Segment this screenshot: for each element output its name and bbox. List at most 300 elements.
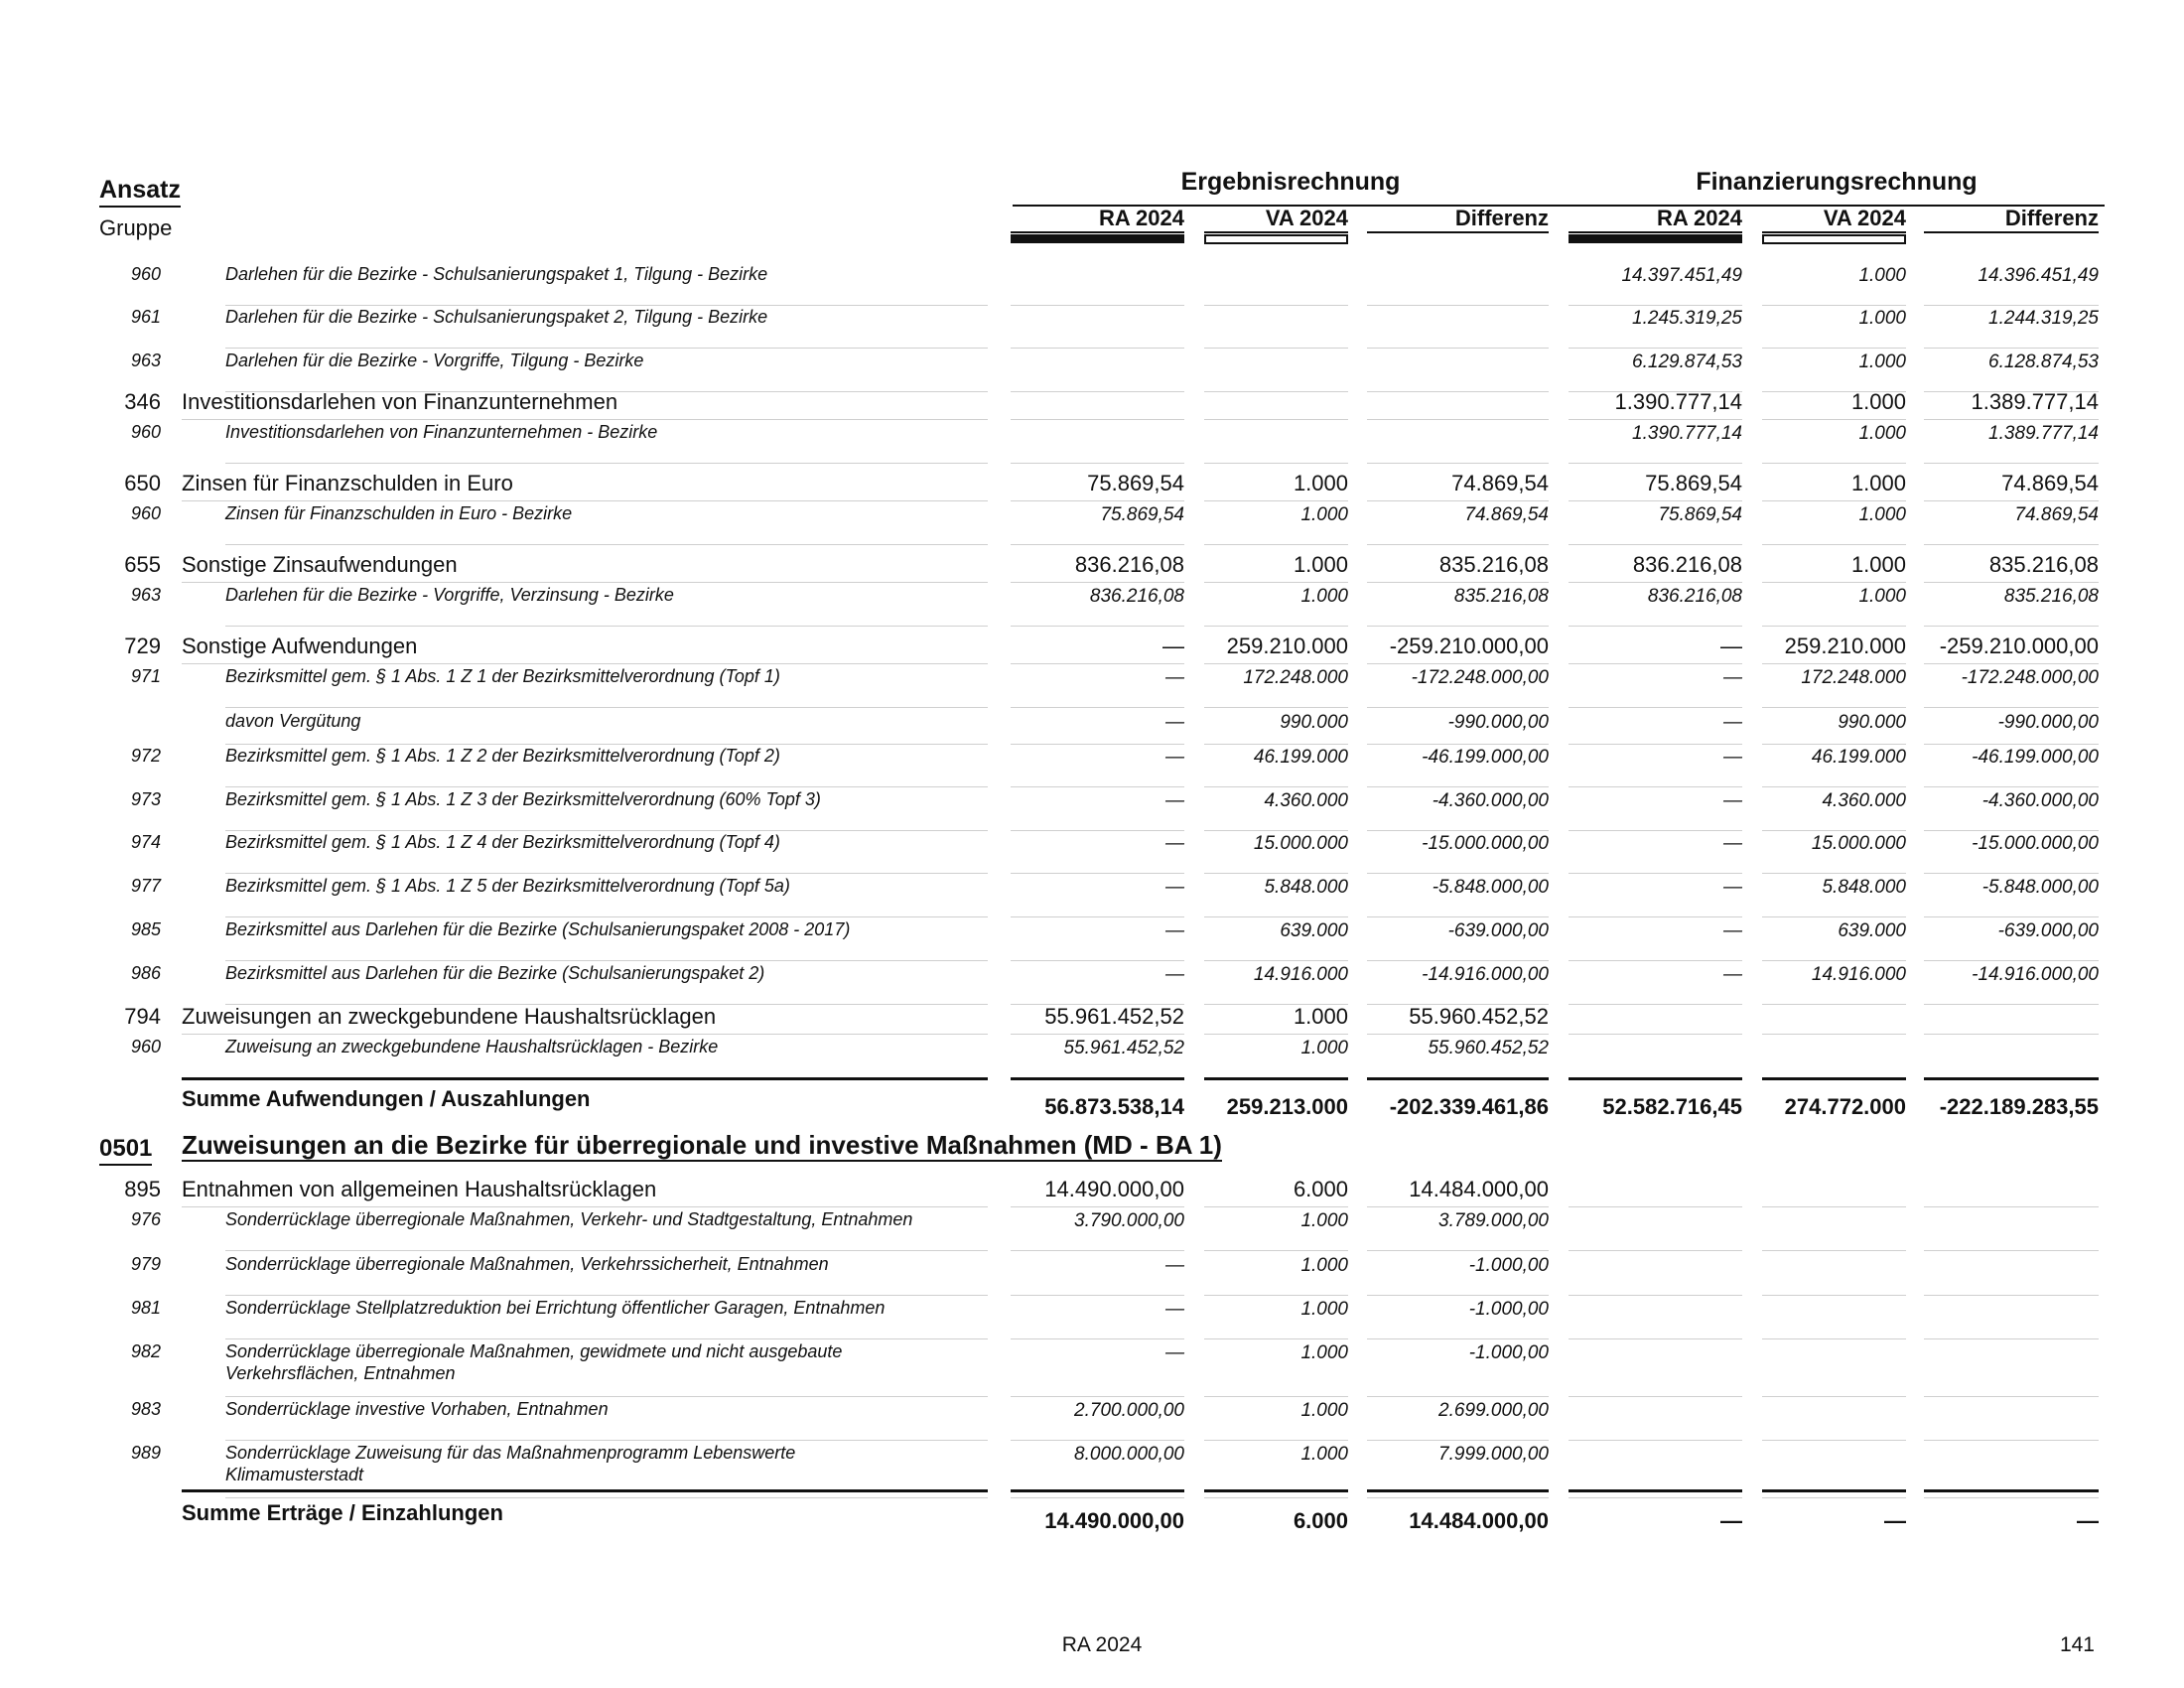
row-rule — [1367, 544, 1549, 545]
row-rule — [1762, 500, 1906, 501]
row-rule — [1367, 1206, 1549, 1207]
cell-value: -990.000,00 — [1997, 712, 2099, 733]
row-rule — [1367, 873, 1549, 874]
group-code: 729 — [124, 633, 161, 658]
cell-value: -172.248.000,00 — [1961, 667, 2099, 688]
cell-value: 836.216,08 — [1089, 586, 1184, 607]
cell-value: 14.490.000,00 — [1044, 1508, 1184, 1533]
row-rule — [1011, 1250, 1184, 1251]
row-rule — [1762, 786, 1906, 787]
row-rule — [225, 1497, 988, 1498]
group-code: 346 — [124, 389, 161, 414]
row-rule — [1011, 1497, 1184, 1498]
row-rule — [1011, 1338, 1184, 1339]
row-rule — [1204, 391, 1348, 392]
row-rule — [1204, 873, 1348, 874]
cell-value: — — [1165, 833, 1184, 854]
row-rule — [1924, 960, 2099, 961]
row-rule — [1762, 960, 1906, 961]
row-rule — [1204, 786, 1348, 787]
row-label: Darlehen für die Bezirke - Schulsanierungspaket 2, Tilgung - Bezirke — [225, 307, 768, 327]
ansatz-header: Ansatz — [99, 175, 181, 208]
row-rule — [1367, 348, 1549, 349]
cell-value: 74.869,54 — [1451, 471, 1549, 495]
cell-value: — — [1723, 667, 1742, 688]
cell-value: -5.848.000,00 — [1432, 877, 1549, 898]
row-rule — [1569, 544, 1742, 545]
cell-value: 835.216,08 — [2003, 586, 2099, 607]
row-rule — [1924, 463, 2099, 464]
cell-value: 14.484.000,00 — [1409, 1177, 1549, 1201]
cell-value: -46.199.000,00 — [1972, 747, 2099, 768]
row-rule — [1367, 1250, 1549, 1251]
group-code: 974 — [130, 832, 161, 852]
row-rule — [1011, 305, 1184, 306]
sum-rule — [1204, 1077, 1348, 1080]
row-rule — [1569, 663, 1742, 664]
row-rule — [225, 1338, 988, 1339]
row-rule — [225, 463, 988, 464]
row-rule — [1762, 1034, 1906, 1035]
cell-value: 6.000 — [1293, 1177, 1348, 1201]
row-rule — [1204, 1206, 1348, 1207]
row-rule — [1569, 1338, 1742, 1339]
gruppe-header: Gruppe — [99, 215, 173, 240]
cell-value: — — [1723, 790, 1742, 811]
cell-value: -172.248.000,00 — [1411, 667, 1549, 688]
cell-value: -990.000,00 — [1447, 712, 1549, 733]
cell-value: 1.000 — [1300, 1255, 1348, 1276]
row-rule — [225, 544, 988, 545]
row-rule — [1569, 1206, 1742, 1207]
row-rule — [1569, 916, 1742, 917]
cell-value: 75.869,54 — [1658, 504, 1742, 525]
cell-value: 1.000 — [1300, 1038, 1348, 1058]
row-label: Bezirksmittel gem. § 1 Abs. 1 Z 5 der Bezirksmittelverordnung (Topf 5a) — [225, 876, 790, 896]
cell-value: — — [2077, 1508, 2099, 1533]
cell-value: -14.916.000,00 — [1972, 964, 2099, 985]
cell-value: 1.000 — [1858, 308, 1906, 329]
cell-value: 14.490.000,00 — [1044, 1177, 1184, 1201]
column-marker-bar — [1762, 234, 1906, 244]
sum-rule — [182, 1489, 988, 1492]
sum-rule — [1011, 1077, 1184, 1080]
row-rule — [1569, 419, 1742, 420]
cell-value: 1.000 — [1858, 265, 1906, 286]
row-rule — [1367, 1396, 1549, 1397]
row-label: Sonstige Aufwendungen — [182, 633, 418, 658]
group-code: 989 — [130, 1443, 161, 1463]
group-code: 960 — [130, 1037, 161, 1056]
row-rule — [1924, 1497, 2099, 1498]
cell-value: 75.869,54 — [1087, 471, 1184, 495]
row-rule — [1569, 1440, 1742, 1441]
row-rule — [225, 786, 988, 787]
row-rule — [1762, 626, 1906, 627]
row-rule — [182, 500, 988, 501]
column-header-6: Differenz — [1924, 206, 2099, 233]
sum-label: Summe Erträge / Einzahlungen — [182, 1500, 503, 1525]
row-rule — [1762, 348, 1906, 349]
row-rule — [1204, 626, 1348, 627]
row-rule — [1367, 626, 1549, 627]
cell-value: — — [1165, 747, 1184, 768]
row-rule — [1011, 419, 1184, 420]
cell-value: 14.484.000,00 — [1409, 1508, 1549, 1533]
cell-value: 990.000 — [1280, 712, 1348, 733]
cell-value: 1.000 — [1293, 471, 1348, 495]
sum-rule — [1011, 1489, 1184, 1492]
group-code: 655 — [124, 552, 161, 577]
cell-value: 55.960.452,52 — [1428, 1038, 1549, 1058]
sum-rule — [1367, 1489, 1549, 1492]
row-label: Zinsen für Finanzschulden in Euro - Bezirke — [225, 503, 573, 523]
row-rule — [1569, 1034, 1742, 1035]
row-label: Darlehen für die Bezirke - Schulsanierungspaket 1, Tilgung - Bezirke — [225, 264, 768, 284]
row-rule — [225, 348, 988, 349]
row-rule — [1011, 626, 1184, 627]
cell-value: — — [1723, 964, 1742, 985]
row-label: Bezirksmittel gem. § 1 Abs. 1 Z 3 der Bezirksmittelverordnung (60% Topf 3) — [225, 789, 821, 809]
row-rule — [1204, 1295, 1348, 1296]
cell-value: -15.000.000,00 — [1422, 833, 1549, 854]
row-rule — [1204, 663, 1348, 664]
row-rule — [1924, 1250, 2099, 1251]
cell-value: 1.000 — [1293, 1004, 1348, 1029]
cell-value: 1.000 — [1858, 504, 1906, 525]
group-code: 973 — [130, 789, 161, 809]
row-label: Bezirksmittel gem. § 1 Abs. 1 Z 1 der Bezirksmittelverordnung (Topf 1) — [225, 666, 780, 686]
cell-value: -4.360.000,00 — [1432, 790, 1549, 811]
row-rule — [1569, 1295, 1742, 1296]
row-rule — [1924, 1034, 2099, 1035]
row-rule — [1011, 707, 1184, 708]
row-rule — [1924, 873, 2099, 874]
row-rule — [1762, 1295, 1906, 1296]
row-rule — [1011, 500, 1184, 501]
cell-value: — — [1723, 833, 1742, 854]
cell-value: — — [1723, 712, 1742, 733]
cell-value: 836.216,08 — [1632, 552, 1742, 577]
row-rule — [1924, 916, 2099, 917]
cell-value: 4.360.000 — [1264, 790, 1348, 811]
cell-value: 1.390.777,14 — [1632, 423, 1742, 444]
cell-value: — — [1720, 633, 1742, 658]
cell-value: — — [1165, 964, 1184, 985]
cell-value: 52.582.716,45 — [1602, 1094, 1742, 1119]
row-rule — [1762, 544, 1906, 545]
cell-value: 259.210.000 — [1784, 633, 1906, 658]
row-rule — [225, 1295, 988, 1296]
cell-value: 172.248.000 — [1243, 667, 1348, 688]
cell-value: 74.869,54 — [2014, 504, 2099, 525]
row-rule — [1569, 348, 1742, 349]
cell-value: 6.128.874,53 — [1988, 352, 2099, 372]
cell-value: -5.848.000,00 — [1981, 877, 2099, 898]
row-rule — [1204, 707, 1348, 708]
sum-rule — [1924, 1489, 2099, 1492]
column-marker-bar — [1011, 234, 1184, 243]
row-rule — [1204, 1497, 1348, 1498]
cell-value: 835.216,08 — [1988, 552, 2099, 577]
cell-value: 1.000 — [1293, 552, 1348, 577]
cell-value: 1.000 — [1300, 1210, 1348, 1231]
row-rule — [1204, 582, 1348, 583]
cell-value: 55.961.452,52 — [1044, 1004, 1184, 1029]
cell-value: 1.000 — [1300, 504, 1348, 525]
sum-rule — [1569, 1077, 1742, 1080]
group-code: 960 — [130, 422, 161, 442]
row-label: Zuweisung an zweckgebundene Haushaltsrücklagen - Bezirke — [225, 1037, 719, 1056]
cell-value: 15.000.000 — [1811, 833, 1906, 854]
row-rule — [1762, 419, 1906, 420]
group-code: 983 — [130, 1399, 161, 1419]
row-rule — [1924, 544, 2099, 545]
cell-value: 639.000 — [1838, 920, 1906, 941]
cell-value: — — [1723, 747, 1742, 768]
cell-value: 259.213.000 — [1226, 1094, 1348, 1119]
row-label: Investitionsdarlehen von Finanzunternehmen - Bezirke — [225, 422, 658, 442]
row-rule — [1204, 1396, 1348, 1397]
row-rule — [1204, 916, 1348, 917]
row-rule — [1367, 960, 1549, 961]
cell-value: — — [1165, 1342, 1184, 1363]
cell-value: 1.000 — [1858, 586, 1906, 607]
row-label: Entnahmen von allgemeinen Haushaltsrücklagen — [182, 1177, 657, 1201]
cell-value: 1.390.777,14 — [1614, 389, 1742, 414]
cell-value: -639.000,00 — [1997, 920, 2099, 941]
row-rule — [1367, 463, 1549, 464]
row-label: Sonderrücklage überregionale Maßnahmen, Verkehrssicherheit, Entnahmen — [225, 1254, 829, 1274]
row-rule — [1367, 305, 1549, 306]
cell-value: 74.869,54 — [2001, 471, 2099, 495]
group-title-ergebnisrechnung: Ergebnisrechnung — [1013, 167, 1569, 207]
sum-rule — [182, 1077, 988, 1080]
column-header-1: RA 2024 — [1011, 206, 1184, 233]
cell-value: — — [1723, 877, 1742, 898]
cell-value: 259.210.000 — [1226, 633, 1348, 658]
row-rule — [182, 1034, 988, 1035]
cell-value: 14.397.451,49 — [1621, 265, 1742, 286]
row-rule — [1204, 1440, 1348, 1441]
cell-value: 2.700.000,00 — [1074, 1400, 1184, 1421]
cell-value: -1.000,00 — [1468, 1255, 1549, 1276]
cell-value: 1.000 — [1300, 1444, 1348, 1465]
cell-value: 172.248.000 — [1801, 667, 1906, 688]
cell-value: 5.848.000 — [1264, 877, 1348, 898]
group-code: 976 — [130, 1209, 161, 1229]
cell-value: 75.869,54 — [1100, 504, 1184, 525]
row-rule — [1762, 663, 1906, 664]
row-rule — [1204, 305, 1348, 306]
cell-value: -202.339.461,86 — [1389, 1094, 1549, 1119]
row-rule — [225, 1396, 988, 1397]
sum-rule — [1762, 1489, 1906, 1492]
cell-value: 990.000 — [1838, 712, 1906, 733]
row-rule — [1924, 500, 2099, 501]
row-label: Sonderrücklage überregionale Maßnahmen, Verkehr- und Stadtgestaltung, Entnahmen — [225, 1209, 913, 1229]
cell-value: — — [1723, 920, 1742, 941]
cell-value: — — [1720, 1508, 1742, 1533]
cell-value: 75.869,54 — [1645, 471, 1742, 495]
row-rule — [1924, 582, 2099, 583]
cell-value: — — [1165, 1255, 1184, 1276]
row-rule — [1011, 786, 1184, 787]
cell-value: 1.389.777,14 — [1971, 389, 2099, 414]
row-rule — [1011, 663, 1184, 664]
cell-value: — — [1165, 790, 1184, 811]
group-code: 963 — [130, 351, 161, 370]
cell-value: — — [1165, 667, 1184, 688]
row-rule — [1569, 960, 1742, 961]
row-rule — [1011, 348, 1184, 349]
row-rule — [1762, 463, 1906, 464]
row-rule — [1367, 916, 1549, 917]
cell-value: 1.389.777,14 — [1988, 423, 2099, 444]
column-header-2: VA 2024 — [1204, 206, 1348, 233]
row-rule — [225, 916, 988, 917]
row-rule — [1569, 873, 1742, 874]
cell-value: 5.848.000 — [1822, 877, 1906, 898]
row-rule — [1011, 916, 1184, 917]
column-marker-bar — [1569, 234, 1742, 243]
cell-value: 639.000 — [1280, 920, 1348, 941]
cell-value: — — [1165, 712, 1184, 733]
row-rule — [1569, 626, 1742, 627]
cell-value: 3.790.000,00 — [1074, 1210, 1184, 1231]
row-rule — [1924, 1396, 2099, 1397]
cell-value: 2.699.000,00 — [1438, 1400, 1549, 1421]
row-label: davon Vergütung — [225, 711, 361, 731]
row-rule — [1367, 663, 1549, 664]
row-rule — [1011, 1034, 1184, 1035]
row-rule — [1762, 582, 1906, 583]
row-rule — [1011, 582, 1184, 583]
group-code: 960 — [130, 503, 161, 523]
cell-value: 836.216,08 — [1074, 552, 1184, 577]
row-rule — [1367, 1295, 1549, 1296]
cell-value: -14.916.000,00 — [1422, 964, 1549, 985]
row-rule — [1367, 707, 1549, 708]
cell-value: -222.189.283,55 — [1939, 1094, 2099, 1119]
row-rule — [1011, 1206, 1184, 1207]
row-rule — [1204, 463, 1348, 464]
row-rule — [1367, 1497, 1549, 1498]
row-label: Sonderrücklage Stellplatzreduktion bei Errichtung öffentlicher Garagen, Entnahmen — [225, 1298, 886, 1318]
group-code: 895 — [124, 1177, 161, 1201]
row-label-continued: Verkehrsflächen, Entnahmen — [225, 1363, 456, 1383]
cell-value: 3.789.000,00 — [1438, 1210, 1549, 1231]
cell-value: 274.772.000 — [1784, 1094, 1906, 1119]
row-label: Bezirksmittel aus Darlehen für die Bezirke (Schulsanierungspaket 2008 - 2017) — [225, 919, 851, 939]
row-label: Sonderrücklage investive Vorhaben, Entnahmen — [225, 1399, 609, 1419]
group-code: 960 — [130, 264, 161, 284]
row-rule — [1367, 582, 1549, 583]
page-number: 141 — [2059, 1633, 2095, 1656]
row-rule — [1011, 1295, 1184, 1296]
cell-value: 46.199.000 — [1253, 747, 1348, 768]
row-rule — [1011, 463, 1184, 464]
row-rule — [1011, 960, 1184, 961]
sum-rule — [1924, 1077, 2099, 1080]
row-rule — [1204, 500, 1348, 501]
row-rule — [225, 626, 988, 627]
cell-value: 46.199.000 — [1811, 747, 1906, 768]
row-label: Darlehen für die Bezirke - Vorgriffe, Tilgung - Bezirke — [225, 351, 644, 370]
group-code: 972 — [130, 746, 161, 766]
cell-value: 6.129.874,53 — [1632, 352, 1742, 372]
row-rule — [1204, 544, 1348, 545]
cell-value: 835.216,08 — [1438, 552, 1549, 577]
cell-value: -4.360.000,00 — [1981, 790, 2099, 811]
cell-value: — — [1165, 1299, 1184, 1320]
row-label: Sonderrücklage Zuweisung für das Maßnahmenprogramm Lebenswerte — [225, 1443, 796, 1463]
cell-value: 7.999.000,00 — [1438, 1444, 1549, 1465]
cell-value: 8.000.000,00 — [1074, 1444, 1184, 1465]
row-rule — [1367, 1034, 1549, 1035]
row-rule — [1762, 1440, 1906, 1441]
column-header-5: VA 2024 — [1762, 206, 1906, 233]
cell-value: 74.869,54 — [1464, 504, 1549, 525]
cell-value: 6.000 — [1293, 1508, 1348, 1533]
row-rule — [1924, 626, 2099, 627]
row-rule — [1367, 1338, 1549, 1339]
column-marker-bar — [1204, 234, 1348, 244]
row-rule — [1762, 1206, 1906, 1207]
cell-value: 56.873.538,14 — [1044, 1094, 1184, 1119]
cell-value: -46.199.000,00 — [1422, 747, 1549, 768]
group-code: 650 — [124, 471, 161, 495]
group-code: 986 — [130, 963, 161, 983]
row-rule — [182, 1206, 988, 1207]
row-rule — [1011, 544, 1184, 545]
cell-value: 1.245.319,25 — [1632, 308, 1742, 329]
row-rule — [1011, 1396, 1184, 1397]
row-rule — [1924, 1440, 2099, 1441]
row-rule — [225, 960, 988, 961]
row-label: Darlehen für die Bezirke - Vorgriffe, Verzinsung - Bezirke — [225, 585, 674, 605]
cell-value: -639.000,00 — [1447, 920, 1549, 941]
row-rule — [1367, 419, 1549, 420]
row-label: Zuweisungen an zweckgebundene Haushaltsrücklagen — [182, 1004, 717, 1029]
row-rule — [1569, 500, 1742, 501]
row-rule — [182, 663, 988, 664]
cell-value: 1.000 — [1300, 1400, 1348, 1421]
column-header-3: Differenz — [1367, 206, 1549, 233]
row-label: Bezirksmittel aus Darlehen für die Bezirke (Schulsanierungspaket 2) — [225, 963, 765, 983]
row-rule — [1924, 786, 2099, 787]
group-code: 985 — [130, 919, 161, 939]
row-rule — [1204, 1034, 1348, 1035]
row-rule — [1762, 707, 1906, 708]
cell-value: -1.000,00 — [1468, 1299, 1549, 1320]
row-rule — [1569, 1396, 1742, 1397]
row-label: Investitionsdarlehen von Finanzunternehmen — [182, 389, 618, 414]
cell-value: 14.396.451,49 — [1978, 265, 2099, 286]
row-label: Sonstige Zinsaufwendungen — [182, 552, 458, 577]
row-rule — [182, 419, 988, 420]
row-rule — [1924, 1295, 2099, 1296]
row-rule — [1569, 1004, 1742, 1005]
cell-value: — — [1165, 877, 1184, 898]
cell-value: 836.216,08 — [1647, 586, 1742, 607]
row-rule — [1924, 1004, 2099, 1005]
group-code: 794 — [124, 1004, 161, 1029]
cell-value: 1.000 — [1858, 352, 1906, 372]
row-rule — [225, 1440, 988, 1441]
group-code: 961 — [130, 307, 161, 327]
cell-value: — — [1162, 633, 1184, 658]
